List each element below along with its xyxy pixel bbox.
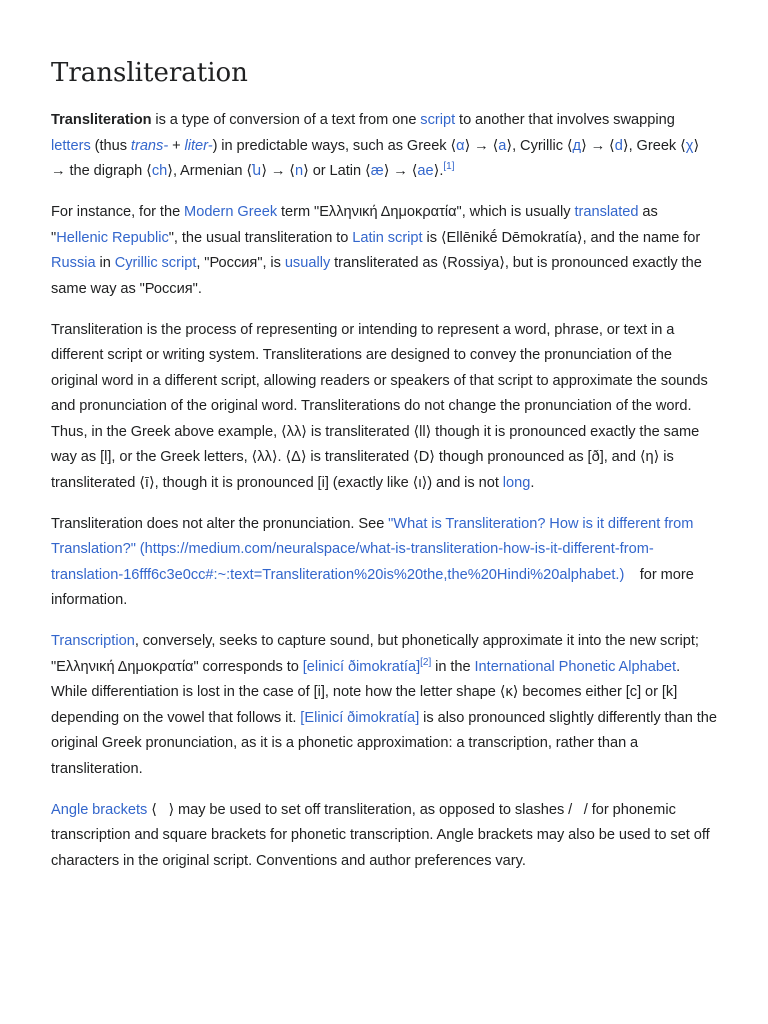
text: ", the usual transliteration to [168,229,353,246]
link-modern-greek[interactable]: Modern Greek [184,204,278,220]
link-angle-brackets[interactable]: Angle brackets [51,801,148,818]
text: ⟩ → ⟨ [464,137,499,154]
text: transliterated as ⟨Rossiya⟩, but is pronounced exactly the same way as "Россия". [51,255,702,297]
link-ipa[interactable]: International Phonetic Alphabet [474,658,677,675]
link-alpha[interactable]: α [456,137,465,154]
paragraph-process [51,318,717,497]
paragraph-intro [51,108,717,185]
text: ⟩, Cyrillic ⟨ [506,137,573,154]
text: . While differentiation is lost in the case of [i], note how the letter shape ⟨κ⟩ becomes either [c] or [k] depending on the vowel that follows it. [51,658,681,726]
paragraph-example [51,200,717,302]
text: , conversely, seeks to capture sound, but phonetically approximate it into the new script; "Ελληνική Δημοκρατία" corresponds to [51,633,699,675]
link-letters[interactable]: letters [51,137,91,154]
paragraph-pronunciation [51,512,717,614]
link-ch[interactable]: ch [151,163,168,179]
text: in the [431,658,475,675]
link-ipa-1[interactable]: [elinicí ðimokratía] [302,658,421,675]
link-trans[interactable]: trans- [130,137,169,154]
link-a[interactable]: a [498,137,507,154]
text: term "Ελληνική Δημοκρατία", which is usually [277,204,575,220]
text: ⟩ → ⟨ [581,137,615,154]
text: ⟩ or Latin ⟨ [303,163,371,179]
link-medium-article[interactable]: "What is Transliteration? How is it different from Translation?" (https://medium.com/neuralspace/what-is-transliteration-how-is-it-different-from-translation-16fff6c3e0cc#:~:text=Transliteration%20is%20the,the%20Hindi%20alphabet.) [51,515,694,583]
text: in [95,255,115,271]
link-script[interactable]: script [420,112,456,128]
text: ⟩ → ⟨ [261,163,296,179]
link-usually[interactable]: usually [284,255,331,271]
text: (thus [90,137,131,154]
text: For instance, for the [51,204,185,220]
text: ⟨ ⟩ may be used to set off transliteration, as opposed to slashes / / for phonemic transcription and square brackets for phonetic transcription. Angle brackets may also be used to set off characters in the original script. Conventions and author preferences vary. [51,801,714,869]
text: + [168,137,185,154]
reference-2[interactable]: [2] [420,656,432,668]
link-chi[interactable]: χ [685,137,694,154]
text: ) in predictable ways, such as Greek ⟨ [212,137,457,154]
link-armenian-letter[interactable]: ն [252,163,262,179]
link-ae[interactable]: ae [417,163,434,179]
text: ⟩. [433,163,444,179]
link-d[interactable]: d [614,137,623,154]
text: to another that involves swapping [455,112,675,128]
link-liter[interactable]: liter- [184,137,213,154]
text: ⟩, Greek ⟨ [622,137,686,154]
text: is ⟨Ellēnikḗ Dēmokratía⟩, and the name for [422,229,701,246]
link-long[interactable]: long [502,474,531,491]
text: Transliteration does not alter the pronunciation. See [51,515,389,532]
link-translated[interactable]: translated [574,204,639,220]
text: , "Россия", is [196,255,285,271]
text: is a type of conversion of a text from one [151,112,421,128]
text: Transliteration is the process of representing or intending to represent a word, phrase, or text in a different script or writing system. Transliterations are designed to convey the pronunciation of the original word in a different script, allowing readers or speakers of that script to approximate the sounds and pronunciation of the original word. Transliterations do not change the pronunciation of the word. Thus, in the Greek above example, ⟨λλ⟩ is transliterated ⟨ll⟩ though it is pronounced exactly the same way as [l], or the Greek letters, ⟨λλ⟩. ⟨Δ⟩ is transliterated ⟨D⟩ though pronounced as [ð], and ⟨η⟩ is transliterated ⟨ī⟩, though it is pronounced [i] (exactly like ⟨ι⟩) and is not [51,321,708,491]
text: ⟩, Armenian ⟨ [167,163,253,179]
text: is also pronounced slightly differently than the original Greek pronunciation, as it is a phonetic approximation: a transcription, rather than a transliteration. [51,709,718,777]
link-ipa-2[interactable]: [Elinicí ðimokratía] [300,709,420,726]
link-transcription[interactable]: Transcription [51,633,135,649]
link-de[interactable]: д [572,137,582,154]
text: as " [51,204,658,246]
term-bold: Transliteration [51,112,152,128]
page-title: Transliteration [51,58,248,88]
paragraph-brackets [51,798,717,875]
text: ⟩ → the digraph ⟨ [51,137,700,179]
text: . [530,474,535,491]
link-latin-script[interactable]: Latin script [352,229,423,246]
text: ⟩ → ⟨ [383,163,418,179]
link-russia[interactable]: Russia [51,255,96,271]
reference-1[interactable]: [1] [443,161,455,172]
text: for more information. [51,566,698,608]
link-ae-ligature[interactable]: æ [370,163,384,179]
paragraph-transcription [51,629,717,782]
link-hellenic-republic[interactable]: Hellenic Republic [56,229,169,246]
link-cyrillic-script[interactable]: Cyrillic script [114,255,197,271]
link-n[interactable]: n [295,163,304,179]
